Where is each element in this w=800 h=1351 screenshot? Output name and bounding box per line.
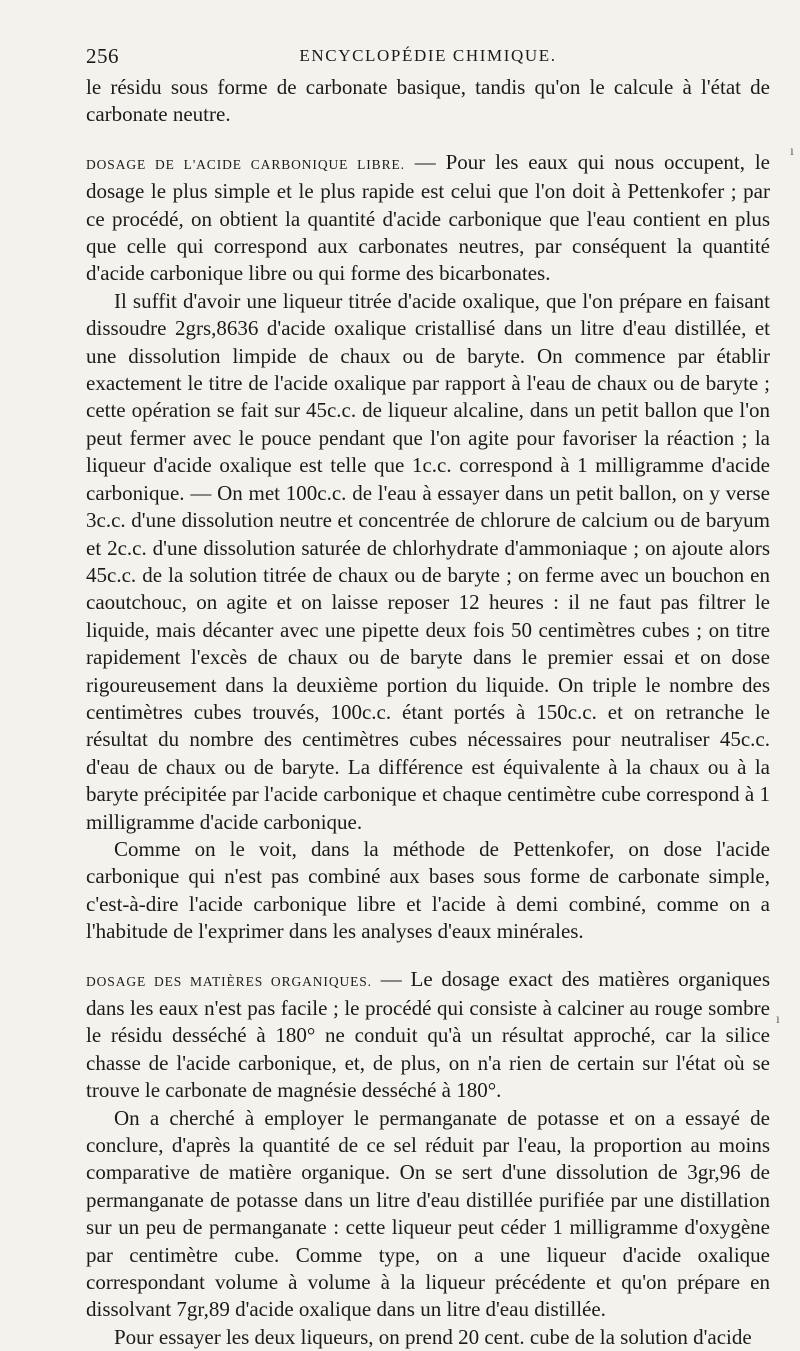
paragraph-final-line	[86, 1324, 770, 1351]
paragraph-section-organic-matter	[86, 966, 770, 1105]
margin-speck: ı	[776, 1012, 780, 1027]
paragraph-section-carbonic-acid	[86, 149, 770, 288]
running-title: ENCYCLOPÉDIE CHIMIQUE.	[299, 46, 557, 65]
margin-speck: ı	[790, 144, 794, 159]
paragraph-pettenkofer-comment	[86, 836, 770, 946]
page-number: 256	[86, 44, 119, 68]
paragraph-text: — Pour les eaux qui nous occupent, le dosage le plus simple et le plus rapide est celui que l'on doit à Pettenkofer ; par ce procédé, on obtient la quantité d'acide carbonique que l'eau contient en plus que celle qui correspond aux carbonates neutres, par conséquent la quantité d'acide carbonique libre ou qui forme des bicarbonates.	[86, 149, 771, 286]
paragraph-text: Pour essayer les deux liqueurs, on prend 20 cent. cube de la solution d'acide	[114, 1324, 752, 1349]
paragraph-permanganate	[86, 1105, 770, 1324]
section-heading: DOSAGE DE L'ACIDE CARBONIQUE LIBRE.	[86, 156, 405, 172]
section-heading: DOSAGE DES MATIÈRES ORGANIQUES.	[86, 973, 372, 989]
paragraph-text: On a cherché à employer le permanganate de potasse et on a essayé de conclure, d'après la quantité de ce sel réduit par l'eau, la proportion au moins comparative de matière organique. On se sert d'une dissolution de 3gr,96 de permanganate de potasse dans un litre d'eau distillée purifiée par une distillation sur un peu de permanganate : cette liqueur peut céder 1 milligramme d'oxygène par centimètre cube. Comme type, on a une liqueur d'acide oxalique correspondant volume à volume à la liqueur précédente et qu'on prépare en dissolvant 7gr,89 d'acide oxalique dans un litre d'eau distillée.	[86, 1105, 770, 1322]
paragraph-continuation	[86, 74, 770, 129]
paragraph-text: Comme on le voit, dans la méthode de Pettenkofer, on dose l'acide carbonique qui n'est pas combiné aux bases sous forme de carbonate simple, c'est-à-dire l'acide carbonique libre et l'acide à demi combiné, comme on a l'habitude de l'exprimer dans les analyses d'eaux minérales.	[86, 836, 770, 944]
paragraph-text: — Le dosage exact des matières organiques dans les eaux n'est pas facile ; le procédé qui consiste à calciner au rouge sombre le résidu desséché à 180° ne conduit qu'à un résultat approché, car la silice chasse de l'acide carbonique, et, de plus, on n'a rien de certain sur l'état où se trouve le carbonate de magnésie desséché à 180°.	[86, 966, 770, 1103]
paragraph-text: Il suffit d'avoir une liqueur titrée d'acide oxalique, que l'on prépare en faisant dissoudre 2grs,8636 d'acide oxalique cristallisé dans un litre d'eau distillée, et une dissolution limpide de chaux ou de baryte. On commence par établir exactement le titre de l'acide oxalique par rapport à l'eau de chaux ou de baryte ; cette opération se fait sur 45c.c. de liqueur alcaline, dans un petit ballon que l'on peut fermer avec le pouce pendant que l'on agite pour favoriser la réaction ; la liqueur d'acide oxalique est telle que 1c.c. correspond à 1 milligramme d'acide carbonique. — On met 100c.c. de l'eau à essayer dans un petit ballon, on y verse 3c.c. d'une dissolution neutre et concentrée de chlorure de calcium ou de baryum et 2c.c. d'une dissolution saturée de chlorhydrate d'ammoniaque ; on ajoute alors 45c.c. de la solution titrée de chaux ou de baryte ; on ferme avec un bouchon en caoutchouc, on agite et on laisse reposer 12 heures : il ne faut pas filtrer le liquide, mais décanter avec une pipette deux fois 50 centimètres cubes ; on titre rapidement l'excès de chaux ou de baryte dans le premier essai et on dose rigoureusement dans la deuxième portion du liquide. On triple le nombre des centimètres cubes trouvés, 100c.c. étant portés à 150c.c. et on retranche le résultat du nombre des centimètres cubes nécessaires pour neutraliser 45c.c. d'eau de chaux ou de baryte. La différence est équivalente à la chaux ou à la baryte précipitée par l'acide carbonique et chaque centimètre cube correspond à 1 milligramme d'acide carbonique.	[86, 288, 770, 834]
page-header	[86, 40, 770, 74]
paragraph-pettenkofer-method	[86, 288, 770, 836]
body-text	[86, 74, 770, 1351]
paragraph-text: le résidu sous forme de carbonate basique, tandis qu'on le calcule à l'état de carbonate neutre.	[86, 75, 770, 127]
